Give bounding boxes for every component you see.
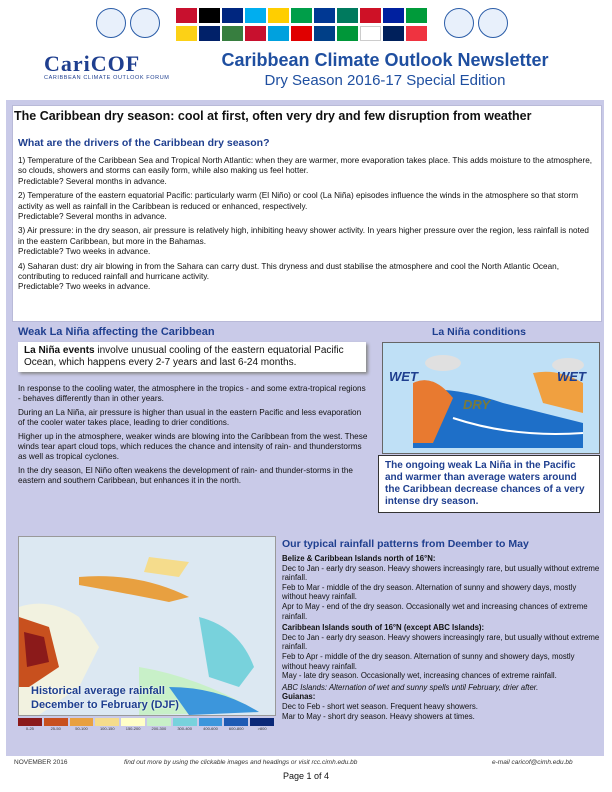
lanina-definition-box <box>18 342 366 372</box>
pattern-item: May - late dry season. Occasionally wet, increasing chances of extreme rainfall. <box>282 671 557 681</box>
driver-predictability: Predictable? Several months in advance. <box>18 176 167 186</box>
lanina-events-label: La Niña events <box>24 345 95 356</box>
pattern-item: Mar to May - short dry season. Heavy showers at times. <box>282 711 475 721</box>
patterns-body <box>282 554 600 721</box>
legend-item: 400-600 <box>199 718 223 748</box>
cimh-logo-icon <box>444 8 474 38</box>
noaa-logo-icon <box>96 8 126 38</box>
wmo-logo-icon <box>130 8 160 38</box>
member-flags <box>176 8 434 42</box>
flag-icon <box>222 8 243 23</box>
flag-icon <box>360 8 381 23</box>
legend-item: 150-200 <box>121 718 145 748</box>
legend-item: 200-300 <box>147 718 171 748</box>
pattern-item: Feb to Apr - middle of the dry season. Alternation of sunny and showery days, mostly without heavy rainfall. <box>282 651 575 671</box>
lanina-paragraph: Higher up in the atmosphere, weaker winds are blowing into the Caribbean from the west. These winds tear apart cloud tops, which reduces the chance and intensity of rain- and thunderstorms as well as tropical cyclones. <box>18 431 368 462</box>
org-subtitle: CARIBBEAN CLIMATE OUTLOOK FORUM <box>44 75 170 81</box>
drivers-heading[interactable]: What are the drivers of the Caribbean dry season? <box>18 137 270 149</box>
drivers-list <box>18 156 596 293</box>
lanina-diagram-graphic <box>383 343 599 453</box>
guianas-title: Guianas: <box>282 692 316 702</box>
legend-item: 50-100 <box>70 718 94 748</box>
map-caption-line1: Historical average rainfall <box>31 685 165 697</box>
flag-icon <box>176 26 197 41</box>
pattern-item: Feb to Mar - middle of the dry season. Alternation of sunny and showery days, mostly without heavy rainfall. <box>282 582 577 602</box>
driver-predictability: Predictable? Several months in advance. <box>18 212 167 222</box>
map-legend <box>18 718 274 748</box>
flag-icon <box>199 26 220 41</box>
flag-icon <box>314 8 335 23</box>
flag-icon <box>268 26 289 41</box>
legend-item: 300-400 <box>173 718 197 748</box>
footer-email-link[interactable]: e-mail caricof@cimh.edu.bb <box>492 759 573 766</box>
flag-icon <box>291 26 312 41</box>
footer-find-more-link[interactable]: find out more by using the clickable images and headings or visit rcc.cimh.edu.bb <box>124 759 358 766</box>
driver-item: 1) Temperature of the Caribbean Sea and Tropical North Atlantic: when they are warmer, more evaporation takes place. This adds moisture to the atmosphere, so clouds, showers and storms can easily form, while also making us feel hotter. <box>18 156 593 176</box>
driver-item: 4) Saharan dust: dry air blowing in from the Sahara can carry dust. This dryness and dust stabilise the atmosphere and cool the North Atlantic Ocean, contributing to reduced rainfall and hurricane activity. <box>18 261 559 282</box>
south-title: Caribbean Islands south of 16°N (except ABC Islands): <box>282 623 485 633</box>
flag-icon <box>176 8 197 23</box>
driver-item: 2) Temperature of the eastern equatorial Pacific: particularly warm (El Niño) or cool (La Niña) episodes influence the winds in the atmosphere so that storm activity as well as rainfall in the Caribbean is reduced or enhanced, respectively. <box>18 191 579 211</box>
flag-icon <box>245 26 266 41</box>
lanina-paragraph: In response to the cooling water, the atmosphere in the tropics - and some extra-tropical regions - behaves differently than in other years. <box>18 384 366 404</box>
pattern-item: Dec to Feb - short wet season. Frequent heavy showers. <box>282 701 478 711</box>
partner-logos <box>0 0 612 46</box>
flag-icon <box>245 8 266 23</box>
legend-item: >800 <box>250 718 274 748</box>
flag-icon <box>291 8 312 23</box>
conditions-callout: The ongoing weak La Niña in the Pacific and warmer than average waters around the Caribbean decrease chances of a very intense dry season. <box>378 455 600 513</box>
wet-label-left: WET <box>389 369 418 384</box>
caricof-logo <box>44 51 184 81</box>
north-title: Belize & Caribbean Islands north of 16°N: <box>282 554 436 563</box>
lanina-diagram[interactable] <box>382 342 600 454</box>
wet-label-right: WET <box>557 369 586 384</box>
map-caption-line2: December to February (DJF) <box>31 699 179 711</box>
footer-date: NOVEMBER 2016 <box>14 759 68 766</box>
lanina-paragraph: In the dry season, El Niño often weakens the development of rain- and thunder-storms in the eastern and southern Caribbean, but enhances it in the north. <box>18 465 353 486</box>
flag-icon <box>337 8 358 23</box>
org-name: CariCOF <box>44 51 141 76</box>
flag-icon <box>360 26 381 41</box>
lanina-definition-text: involve unusual cooling of the eastern equatorial Pacific Ocean, which happens every 2-7 years and last 6-24 months. <box>24 345 344 368</box>
page-number: Page 1 of 4 <box>282 771 330 781</box>
legend-item: 0-25 <box>18 718 42 748</box>
lanina-heading[interactable]: Weak La Niña affecting the Caribbean <box>18 326 215 338</box>
newsletter-subtitle: Dry Season 2016-17 Special Edition <box>264 72 506 89</box>
abc-islands-note: ABC Islands: Alternation of wet and sunny spells until February, drier after. <box>282 682 539 692</box>
conditions-heading[interactable]: La Niña conditions <box>432 326 526 338</box>
flag-icon <box>383 8 404 23</box>
legend-item: 100-150 <box>95 718 119 748</box>
flag-icon <box>406 26 427 41</box>
dry-label: DRY <box>463 397 491 412</box>
cmo-logo-icon <box>478 8 508 38</box>
lanina-body <box>18 384 368 490</box>
main-headline: The Caribbean dry season: cool at first, often very dry and few disruption from weather <box>14 107 598 127</box>
pattern-item: Apr to May - end of the dry season. Occasionally wet and increasing chances of extreme rainfall. <box>282 601 588 621</box>
legend-item: 600-800 <box>224 718 248 748</box>
flag-icon <box>337 26 358 41</box>
rainfall-map[interactable] <box>18 536 276 716</box>
driver-item: 3) Air pressure: in the dry season, air pressure is relatively high, inhibiting heavy shower activity. In years higher pressure over the region, less rainfall is noted in the eastern Caribbean, but more in the Bahamas. <box>18 226 589 246</box>
driver-predictability: Predictable? Two weeks in advance. <box>18 282 151 292</box>
flag-icon <box>406 8 427 23</box>
driver-predictability: Predictable? Two weeks in advance. <box>18 247 151 257</box>
flag-icon <box>268 8 289 23</box>
flag-icon <box>383 26 404 41</box>
patterns-heading[interactable]: Our typical rainfall patterns from Deember to May <box>282 538 529 550</box>
pattern-item: Dec to Jan - early dry season. Heavy showers increasingly rare, but usually without extreme rainfall. <box>282 632 600 652</box>
flag-icon <box>314 26 335 41</box>
flag-icon <box>199 8 220 23</box>
lanina-paragraph: During an La Niña, air pressure is higher than usual in the eastern Pacific and less evaporation of the cooler water takes place, leading to drier conditions. <box>18 407 362 428</box>
newsletter-title: Caribbean Climate Outlook Newsletter <box>221 50 549 70</box>
legend-item: 25-50 <box>44 718 68 748</box>
flag-icon <box>222 26 243 41</box>
pattern-item: Dec to Jan - early dry season. Heavy showers increasingly rare, but usually without extreme rainfall. <box>282 563 600 583</box>
